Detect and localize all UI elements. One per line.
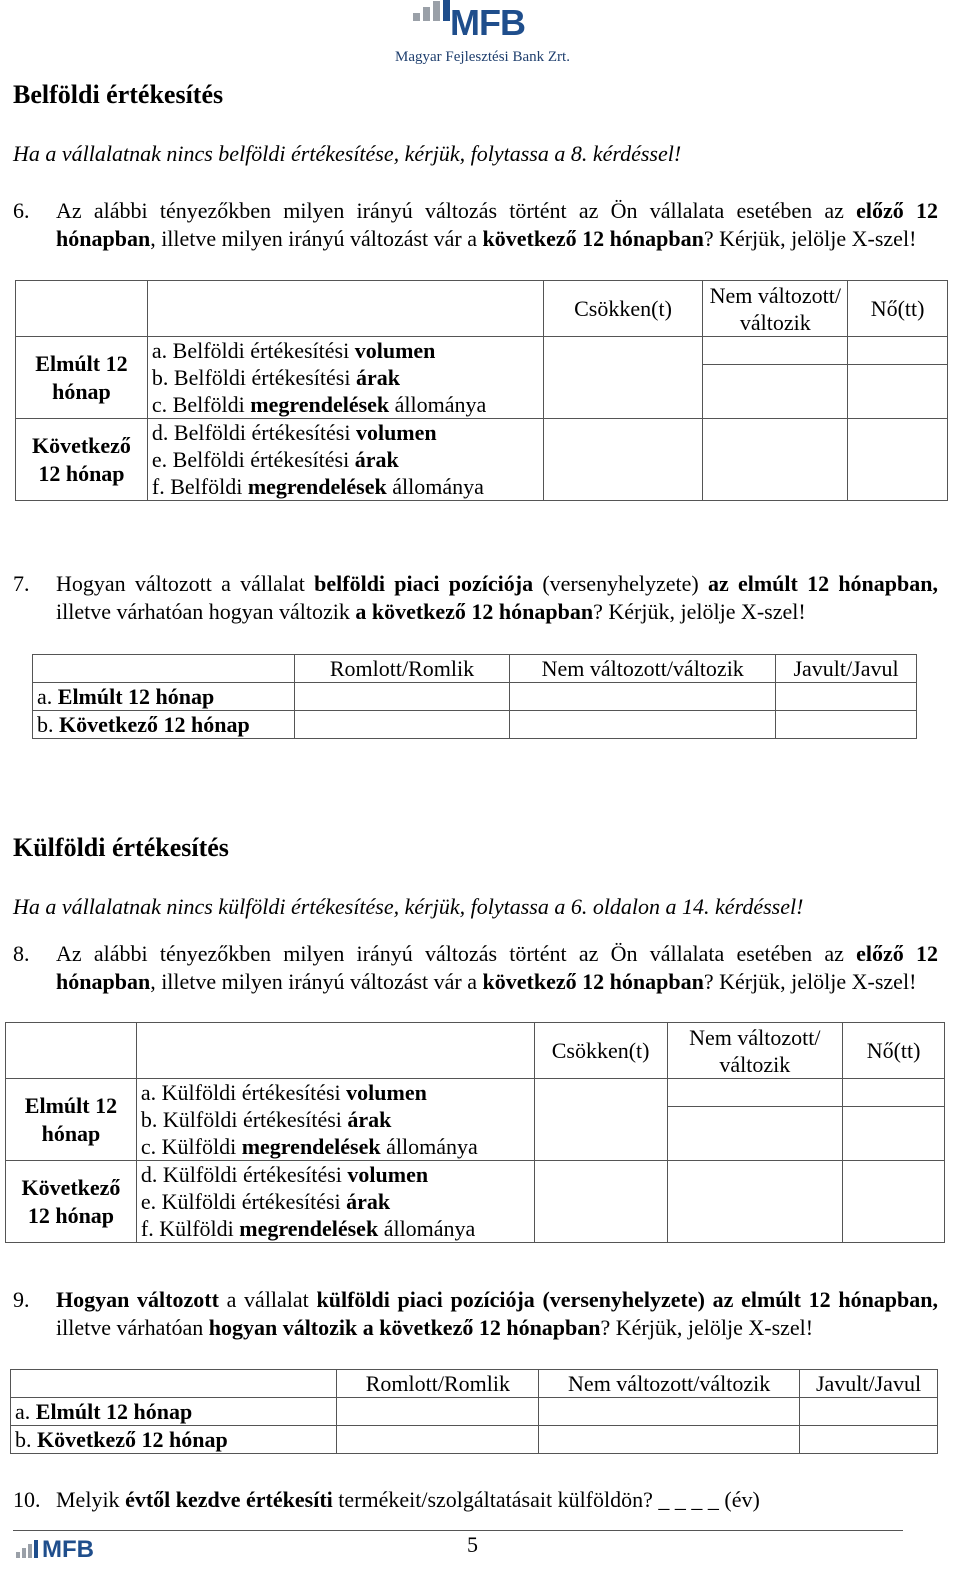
table-q8: [5, 1022, 945, 1243]
question-text: Melyik: [56, 1487, 126, 1512]
table-row-label: f. Külföldi megrendelések állománya: [136, 1215, 534, 1243]
question-number: 8.: [13, 941, 30, 966]
answer-cell[interactable]: [776, 683, 917, 711]
answer-cell[interactable]: [534, 1161, 667, 1243]
table-row-label: d. Külföldi értékesítési volumen: [136, 1161, 534, 1189]
table-q6: [15, 280, 948, 501]
mfb-logo: [395, 2, 570, 68]
answer-cell[interactable]: [543, 337, 703, 419]
logo-text: MFB: [450, 2, 525, 43]
logo-subtitle: Magyar Fejlesztési Bank Zrt.: [395, 49, 570, 65]
question-text: a vállalat: [218, 1287, 317, 1312]
table-header-blank: [147, 281, 543, 337]
answer-cell[interactable]: [510, 683, 776, 711]
period-past: Elmúlt 12 hónap: [6, 1079, 137, 1161]
answer-cell[interactable]: [843, 1106, 945, 1161]
row-label-next: b. Következő 12 hónap: [33, 711, 295, 739]
column-header-increase: Nő(tt): [848, 281, 948, 337]
answer-cell[interactable]: [703, 337, 848, 365]
table-row-label: c. Belföldi megrendelések állománya: [147, 391, 543, 419]
answer-cell[interactable]: [510, 711, 776, 739]
answer-cell[interactable]: [800, 1398, 938, 1426]
question-emphasis: belföldi piaci pozíciója: [314, 571, 534, 596]
column-header-unchanged: Nem változott/változik: [539, 1370, 800, 1398]
answer-cell[interactable]: [848, 419, 948, 501]
page-number: 5: [467, 1532, 478, 1557]
question-emphasis: következő 12 hónapban: [482, 969, 704, 994]
period-next: Következő 12 hónap: [6, 1161, 137, 1243]
column-header-unchanged: Nem változott/ változik: [703, 281, 848, 337]
question-text: ? Kérjük, jelölje X-szel!: [593, 599, 806, 624]
answer-cell[interactable]: [539, 1426, 800, 1454]
question-7: [13, 570, 938, 626]
table-corner: [11, 1370, 337, 1398]
section-note-domestic: Ha a vállalatnak nincs belföldi értékesítése, kérjük, folytassa a 8. kérdéssel!: [13, 141, 682, 166]
column-header-worse: Romlott/Romlik: [337, 1370, 539, 1398]
answer-cell[interactable]: [543, 419, 703, 501]
answer-cell[interactable]: [667, 1161, 843, 1243]
column-header-unchanged: Nem változott/változik: [510, 655, 776, 683]
footer-logo-text: MFB: [42, 1536, 94, 1563]
answer-cell[interactable]: [848, 337, 948, 365]
table-row-label: e. Külföldi értékesítési árak: [136, 1188, 534, 1215]
period-past: Elmúlt 12 hónap: [16, 337, 148, 419]
answer-cell[interactable]: [843, 1161, 945, 1243]
question-text: ? Kérjük, jelölje X-szel!: [703, 969, 917, 994]
question-text: illetve várhatóan: [56, 1315, 209, 1340]
answer-cell[interactable]: [800, 1426, 938, 1454]
table-corner: [16, 281, 148, 337]
question-number: 6.: [13, 198, 30, 223]
answer-cell[interactable]: [848, 364, 948, 419]
table-row-label: b. Külföldi értékesítési árak: [136, 1106, 534, 1133]
question-text: Az alábbi tényezőkben milyen irányú változás történt az Ön vállalata esetében az: [56, 198, 857, 223]
table-q7: [32, 654, 917, 739]
column-header-increase: Nő(tt): [843, 1023, 945, 1079]
answer-cell[interactable]: [667, 1106, 843, 1161]
question-6: [13, 197, 938, 253]
question-9: [13, 1286, 938, 1342]
question-emphasis: előző 12 hónapban: [56, 941, 938, 994]
answer-cell[interactable]: [294, 711, 510, 739]
answer-cell[interactable]: [337, 1426, 539, 1454]
question-emphasis: évtől kezdve értékesíti: [125, 1487, 333, 1512]
question-emphasis: külföldi piaci pozíciója (versenyhelyzete) az elmúlt 12 hónapban,: [316, 1287, 939, 1312]
question-text: ? Kérjük, jelölje X-szel!: [703, 226, 917, 251]
footer-logo: [16, 1538, 106, 1564]
question-text: , illetve milyen irányú változást vár a: [150, 226, 483, 251]
table-row-label: e. Belföldi értékesítési árak: [147, 446, 543, 473]
answer-cell[interactable]: [843, 1079, 945, 1107]
row-label-past: a. Elmúlt 12 hónap: [11, 1398, 337, 1426]
answer-cell[interactable]: [534, 1079, 667, 1161]
section-title-domestic: Belföldi értékesítés: [13, 80, 224, 109]
answer-cell[interactable]: [667, 1079, 843, 1107]
column-header-unchanged: Nem változott/ változik: [667, 1023, 843, 1079]
row-label-next: b. Következő 12 hónap: [11, 1426, 337, 1454]
table-row-label: b. Belföldi értékesítési árak: [147, 364, 543, 391]
question-emphasis: következő 12 hónapban: [482, 226, 704, 251]
question-text: illetve várhatóan hogyan változik: [56, 599, 356, 624]
answer-cell[interactable]: [703, 364, 848, 419]
answer-cell[interactable]: [337, 1398, 539, 1426]
row-label-past: a. Elmúlt 12 hónap: [33, 683, 295, 711]
section-note-foreign: Ha a vállalatnak nincs külföldi értékesítése, kérjük, folytassa a 6. oldalon a 14. kérdéssel!: [13, 894, 804, 919]
question-number: 10.: [13, 1487, 41, 1512]
question-emphasis: előző 12 hónapban: [56, 198, 938, 251]
column-header-decrease: Csökken(t): [534, 1023, 667, 1079]
table-corner: [6, 1023, 137, 1079]
table-row-label: f. Belföldi megrendelések állománya: [147, 473, 543, 501]
table-row-label: a. Külföldi értékesítési volumen: [136, 1079, 534, 1107]
table-row-label: c. Külföldi megrendelések állománya: [136, 1133, 534, 1161]
answer-cell[interactable]: [776, 711, 917, 739]
question-number: 9.: [13, 1287, 30, 1312]
table-header-blank: [136, 1023, 534, 1079]
section-title-foreign: Külföldi értékesítés: [13, 833, 229, 862]
question-text: ? Kérjük, jelölje X-szel!: [600, 1315, 814, 1340]
footer-divider: [13, 1530, 903, 1531]
question-text: Az alábbi tényezőkben milyen irányú változás történt az Ön vállalata esetében az: [56, 941, 857, 966]
table-row-label: d. Belföldi értékesítési volumen: [147, 419, 543, 447]
question-emphasis: hogyan változik a következő 12 hónapban: [208, 1315, 601, 1340]
answer-cell[interactable]: [703, 419, 848, 501]
column-header-worse: Romlott/Romlik: [294, 655, 510, 683]
column-header-decrease: Csökken(t): [543, 281, 703, 337]
table-row-label: a. Belföldi értékesítési volumen: [147, 337, 543, 365]
question-text: , illetve milyen irányú változást vár a: [150, 969, 483, 994]
question-text: termékeit/szolgáltatásait külföldön? _ _ _ _ (év): [332, 1487, 760, 1512]
question-text: (versenyhelyzete): [533, 571, 708, 596]
column-header-better: Javult/Javul: [800, 1370, 938, 1398]
answer-cell[interactable]: [294, 683, 510, 711]
period-next: Következő 12 hónap: [16, 419, 148, 501]
table-q9: [10, 1369, 938, 1454]
question-8: [13, 940, 938, 996]
question-10: [13, 1486, 938, 1514]
column-header-better: Javult/Javul: [776, 655, 917, 683]
question-emphasis: a következő 12 hónapban: [355, 599, 594, 624]
question-text: Hogyan változott a vállalat: [56, 571, 315, 596]
question-emphasis: az elmúlt 12 hónapban,: [707, 571, 938, 596]
question-number: 7.: [13, 571, 30, 596]
answer-cell[interactable]: [539, 1398, 800, 1426]
question-emphasis: Hogyan változott: [56, 1287, 219, 1312]
table-corner: [33, 655, 295, 683]
